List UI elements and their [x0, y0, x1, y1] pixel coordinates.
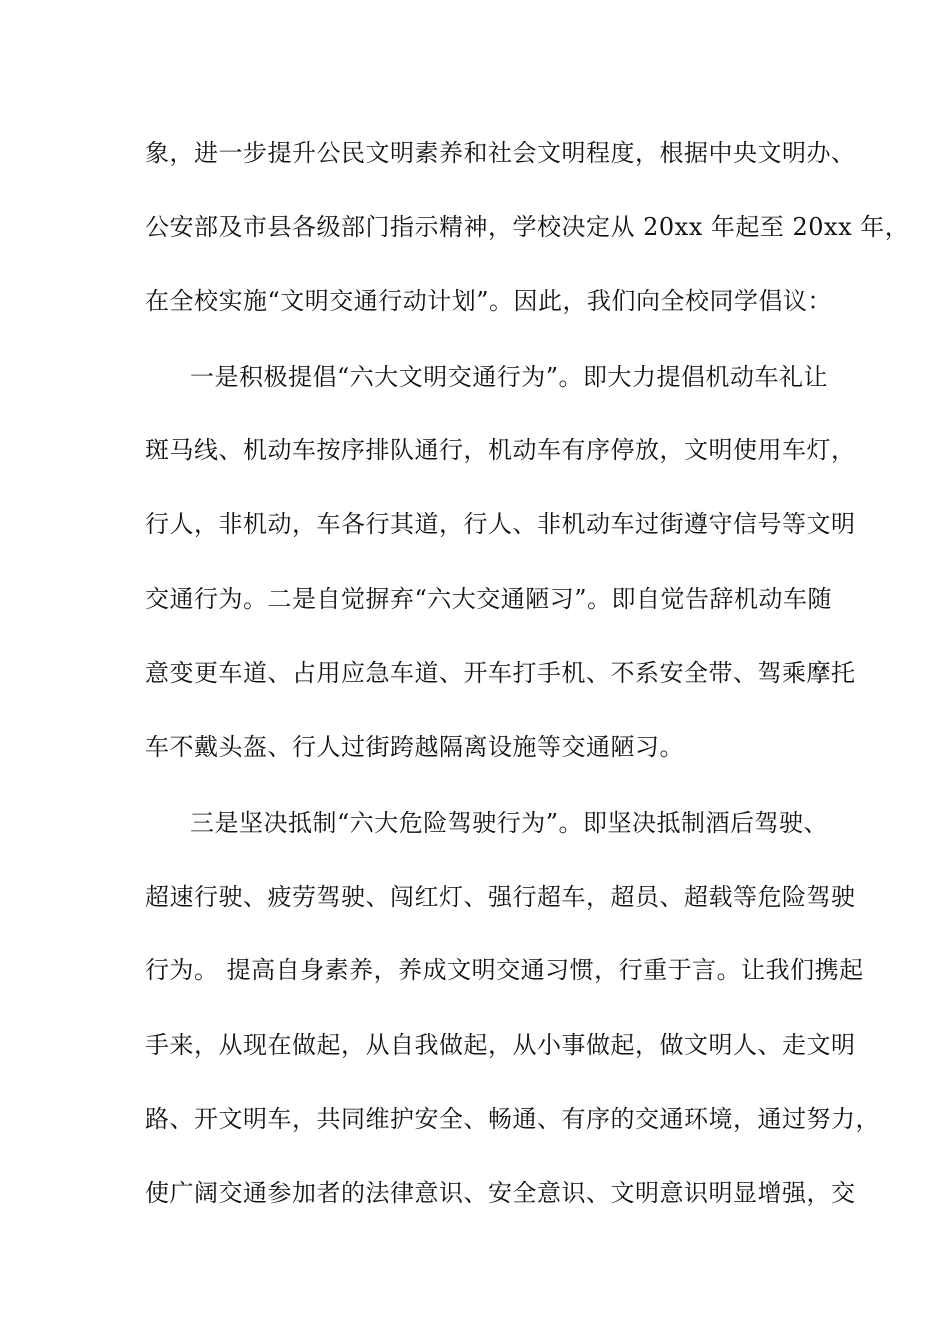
- text-line: 使广阔交通参加者的法律意识、安全意识、文明意识明显增强，交: [145, 1179, 856, 1207]
- text-line: 象，进一步提升公民文明素养和社会文明程度，根据中央文明办、: [145, 139, 856, 167]
- text-line: 超速行驶、疲劳驾驶、闯红灯、强行超车，超员、超载等危险驾驶: [145, 883, 856, 911]
- text-line: 车不戴头盔、行人过街跨越隔离设施等交通陋习。: [145, 733, 684, 761]
- paragraph-first-line: 三是坚决抵制“六大危险驾驶行为”。即坚决抵制酒后驾驶、: [190, 809, 829, 837]
- text-line: 公安部及市县各级部门指示精神，学校决定从 20xx 年起至 20xx 年，: [145, 213, 910, 241]
- text-line: 行为。 提高自身素养，养成文明交通习惯，行重于言。让我们携起: [145, 956, 864, 984]
- paragraph-first-line: 一是积极提倡“六大文明交通行为”。即大力提倡机动车礼让: [190, 363, 829, 391]
- text-line: 手来，从现在做起，从自我做起，从小事做起，做文明人、走文明: [145, 1031, 856, 1059]
- text-line: 斑马线、机动车按序排队通行，机动车有序停放，文明使用车灯，: [145, 436, 856, 464]
- text-line: 行人，非机动，车各行其道，行人、非机动车过街遵守信号等文明: [145, 510, 856, 538]
- text-line: 交通行为。二是自觉摒弃“六大交通陋习”。即自觉告辞机动车随: [145, 585, 833, 613]
- text-line: 路、开文明车，共同维护安全、畅通、有序的交通环境，通过努力，: [145, 1105, 880, 1133]
- text-line: 意变更车道、占用应急车道、开车打手机、不系安全带、驾乘摩托: [145, 659, 856, 687]
- text-line: 在全校实施“文明交通行动计划”。因此，我们向全校同学倡议：: [145, 287, 833, 315]
